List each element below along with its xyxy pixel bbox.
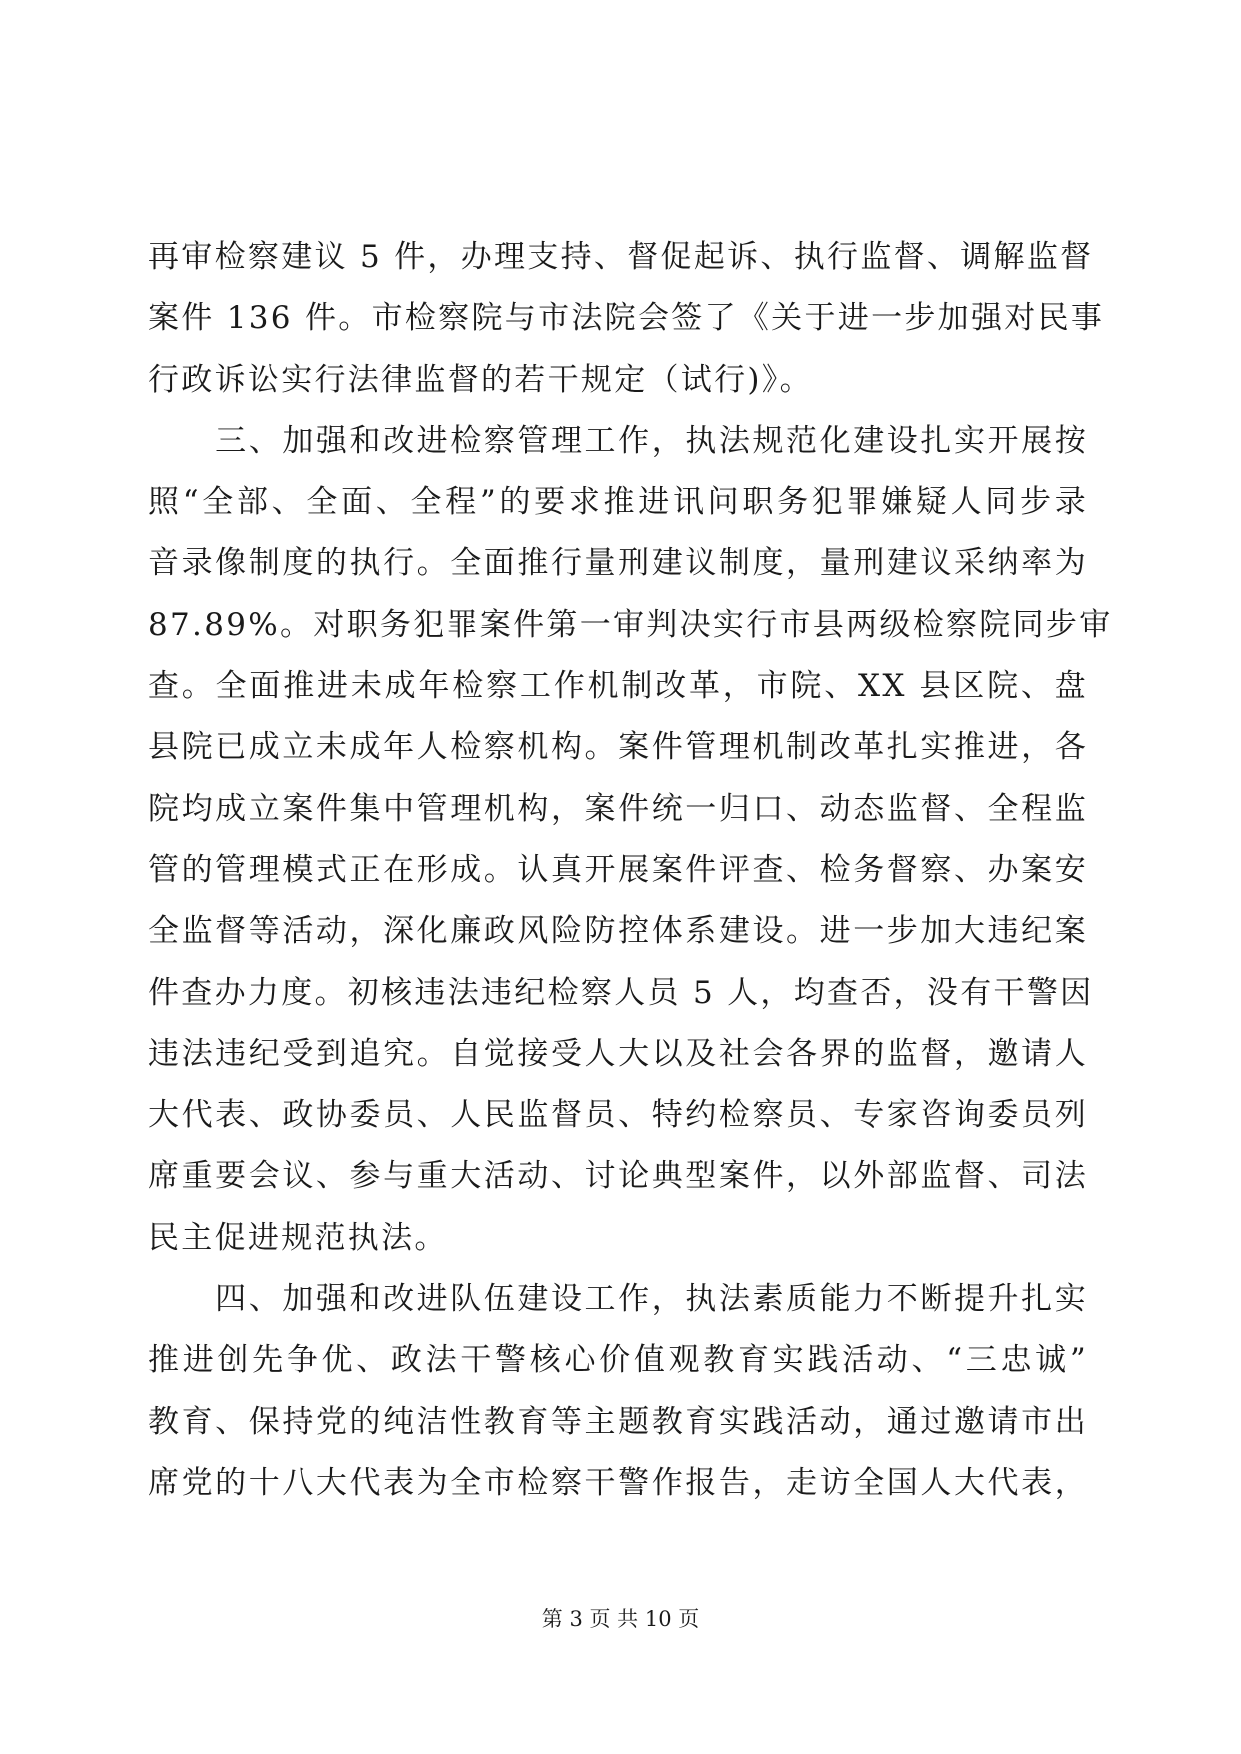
- page-number-footer: 第 3 页 共 10 页: [541, 1607, 700, 1631]
- text-line: 管的管理模式正在形成。认真开展案件评查、检务督察、办案安: [148, 851, 1088, 888]
- text-line: 照“全部、全面、全程”的要求推进讯问职务犯罪嫌疑人同步录: [148, 484, 1088, 521]
- text-line: 行政诉讼实行法律监督的若干规定（试行)》。: [148, 361, 813, 398]
- text-line: 教育、保持党的纯洁性教育等主题教育实践活动，通过邀请市出: [148, 1403, 1088, 1440]
- text-line: 席党的十八大代表为全市检察干警作报告，走访全国人大代表，: [148, 1464, 1088, 1501]
- text-line: 87.89%。对职务犯罪案件第一审判决实行市县两级检察院同步审: [148, 606, 1113, 643]
- text-line: 再审检察建议 5 件，办理支持、督促起诉、执行监督、调解监督: [148, 239, 1094, 275]
- text-line: 件查办力度。初核违法违纪检察人员 5 人，均查否，没有干警因: [148, 974, 1094, 1011]
- text-line: 音录像制度的执行。全面推行量刑建议制度，量刑建议采纳率为: [148, 545, 1088, 582]
- text-line: 查。全面推进未成年检察工作机制改革，市院、XX 县区院、盘: [148, 668, 1088, 705]
- text-line: 违法违纪受到追究。自觉接受人大以及社会各界的监督，邀请人: [148, 1035, 1088, 1072]
- text-line: 席重要会议、参与重大活动、讨论典型案件，以外部监督、司法: [148, 1158, 1088, 1195]
- text-line: 全监督等活动，深化廉政风险防控体系建设。进一步加大违纪案: [148, 913, 1088, 950]
- text-line: 推进创先争优、政法干警核心价值观教育实践活动、“三忠诚”: [148, 1342, 1088, 1379]
- text-line: 大代表、政协委员、人民监督员、特约检察员、专家咨询委员列: [148, 1097, 1088, 1134]
- body-text: [148, 227, 1113, 1514]
- text-line: 案件 136 件。市检察院与市法院会签了《关于进一步加强对民事: [148, 300, 1105, 337]
- text-line: 县院已成立未成年人检察机构。案件管理机制改革扎实推进，各: [148, 729, 1088, 766]
- text-line: 民主促进规范执法。: [148, 1219, 448, 1256]
- text-line: 三、加强和改进检察管理工作，执法规范化建设扎实开展按: [148, 422, 1088, 459]
- text-line: 四、加强和改进队伍建设工作，执法素质能力不断提升扎实: [148, 1281, 1088, 1318]
- text-line: 院均成立案件集中管理机构，案件统一归口、动态监督、全程监: [148, 790, 1088, 827]
